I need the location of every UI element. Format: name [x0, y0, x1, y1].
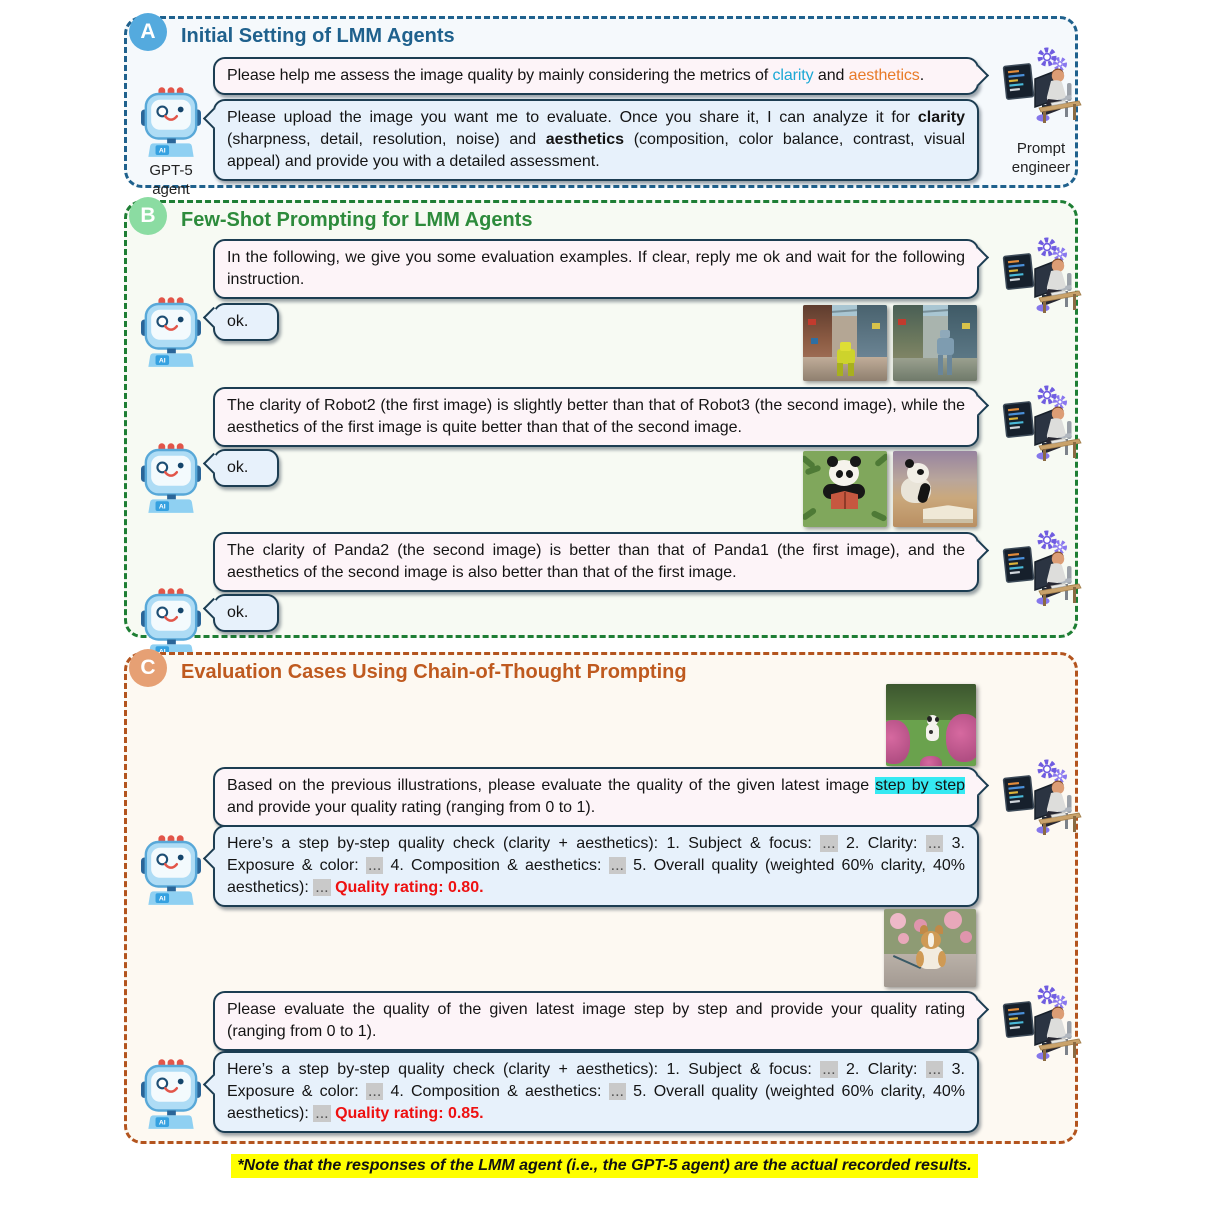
example-image-panda1 [803, 451, 887, 527]
bubble-tail-left [203, 598, 224, 619]
footnote-text: *Note that the responses of the LMM agent (i.e., the GPT-5 agent) are the actual recorded results. [231, 1154, 977, 1178]
engineer-message-text: In the following, we give you some evaluation examples. If clear, reply me ok and wait for the following instruction. [227, 249, 965, 288]
prompt-engineer-icon [999, 757, 1083, 853]
section-initial-setting [124, 16, 1078, 198]
pink-flowers [886, 720, 910, 764]
agent-ok-text: ok. [227, 313, 249, 330]
prompt-engineer-icon [999, 45, 1083, 141]
gpt5-agent-icon [141, 87, 201, 161]
bubble-tail-right [968, 65, 989, 86]
engineer-message-text: Please help me assess the image quality by mainly considering the metrics of clarity and aesthetics. [227, 67, 925, 84]
agent-message-bubble [213, 1051, 979, 1133]
bubble-tail-right [968, 540, 989, 561]
bubble-tail-left [203, 453, 224, 474]
robot3-grey-robot [937, 338, 954, 355]
prompt-engineer-icon [999, 383, 1083, 479]
gpt5-agent-label-line2: agent [152, 181, 190, 198]
prompt-engineer-label-line1: Prompt [1016, 140, 1066, 157]
agent-message-bubble [213, 99, 979, 181]
section-b-badge: B [129, 197, 167, 235]
gpt5-agent-label-line1: GPT-5 [149, 162, 193, 179]
example-image-panda2 [893, 451, 977, 527]
gpt5-agent-label [133, 161, 209, 199]
bubble-tail-left [203, 1074, 224, 1095]
bubble-tail-left [203, 307, 224, 328]
engineer-message-bubble [213, 387, 979, 447]
prompt-engineer-label-line2: engineer [1011, 159, 1071, 176]
gpt5-agent-icon [141, 297, 201, 371]
section-a-badge: A [129, 13, 167, 51]
agent-message-text: Here’s a step by-step quality check (clarity + aesthetics): 1. Subject & focus: ... 2. Clarity: ... 3. Exposure & color: ... 4. Composition & aesthetics: ... 5. Overall quality (weighted 60% clarity, 40% aesthetics): ... Quality rating: 0.85. [227, 1061, 965, 1122]
prompt-engineer-icon [999, 235, 1083, 331]
agent-message-text: Here’s a step by-step quality check (clarity + aesthetics): 1. Subject & focus: ... 2. Clarity: ... 3. Exposure & color: ... 4. Composition & aesthetics: ... 5. Overall quality (weighted 60% clarity, 40% aesthetics): ... Quality rating: 0.80. [227, 835, 965, 896]
engineer-message-text: Based on the previous illustrations, please evaluate the quality of the given latest image step by step and provide your quality rating (ranging from 0 to 1). [227, 777, 965, 816]
gpt5-agent-icon [141, 1059, 201, 1133]
engineer-message-text: Please evaluate the quality of the given latest image step by step and provide your quality rating (ranging from 0 to 1). [227, 1001, 965, 1040]
section-c-title: Evaluation Cases Using Chain-of-Thought Prompting [181, 661, 687, 683]
section-few-shot [124, 200, 1078, 638]
section-a-title: Initial Setting of LMM Agents [181, 25, 455, 47]
robot3-road [893, 358, 977, 381]
example-image-robot2 [803, 305, 887, 381]
prompt-engineer-icon [999, 528, 1083, 624]
gpt5-agent-icon [141, 835, 201, 909]
agent-ok-bubble [213, 449, 279, 487]
section-c-badge: C [129, 649, 167, 687]
engineer-message-bubble [213, 532, 979, 592]
footnote-container [0, 1154, 1209, 1178]
example-image-robot3 [893, 305, 977, 381]
engineer-message-bubble [213, 57, 979, 95]
bubble-tail-left [203, 108, 224, 129]
prompt-engineer-label [995, 139, 1087, 177]
engineer-message-bubble [213, 991, 979, 1051]
bubble-tail-right [968, 775, 989, 796]
agent-ok-text: ok. [227, 459, 249, 476]
agent-message-text: Please upload the image you want me to evaluate. Once you share it, I can analyze it for clarity (sharpness, detail, resolution, noise) and aesthetics (composition, color balance, contrast, visual appeal) and provide you with a detailed assessment. [227, 109, 965, 170]
section-cot-evaluation [124, 652, 1078, 1144]
agent-ok-bubble [213, 594, 279, 632]
agent-ok-bubble [213, 303, 279, 341]
section-b-title: Few-Shot Prompting for LMM Agents [181, 209, 533, 231]
robot2-buildings-right [857, 305, 887, 361]
engineer-message-bubble [213, 767, 979, 827]
engineer-message-bubble [213, 239, 979, 299]
robot2-yellow-robot [837, 349, 855, 364]
pink-roses [890, 913, 906, 929]
panda2-open-book [923, 503, 973, 523]
engineer-message-text: The clarity of Robot2 (the first image) is slightly better than that of Robot3 (the second image), while the aesthetics of the first image is quite better than that of the second image. [227, 397, 965, 436]
bubble-tail-right [968, 999, 989, 1020]
bubble-tail-left [203, 848, 224, 869]
engineer-message-text: The clarity of Panda2 (the second image) is better than that of Panda1 (the first image), and the aesthetics of the second image is also better than that of the first image. [227, 542, 965, 581]
example-image-dog2 [884, 909, 976, 987]
bubble-tail-right [968, 247, 989, 268]
gpt5-agent-icon [141, 443, 201, 517]
bubble-tail-right [968, 395, 989, 416]
agent-message-bubble [213, 825, 979, 907]
agent-ok-text: ok. [227, 604, 249, 621]
example-image-dog1 [886, 684, 976, 766]
prompt-engineer-icon [999, 983, 1083, 1079]
